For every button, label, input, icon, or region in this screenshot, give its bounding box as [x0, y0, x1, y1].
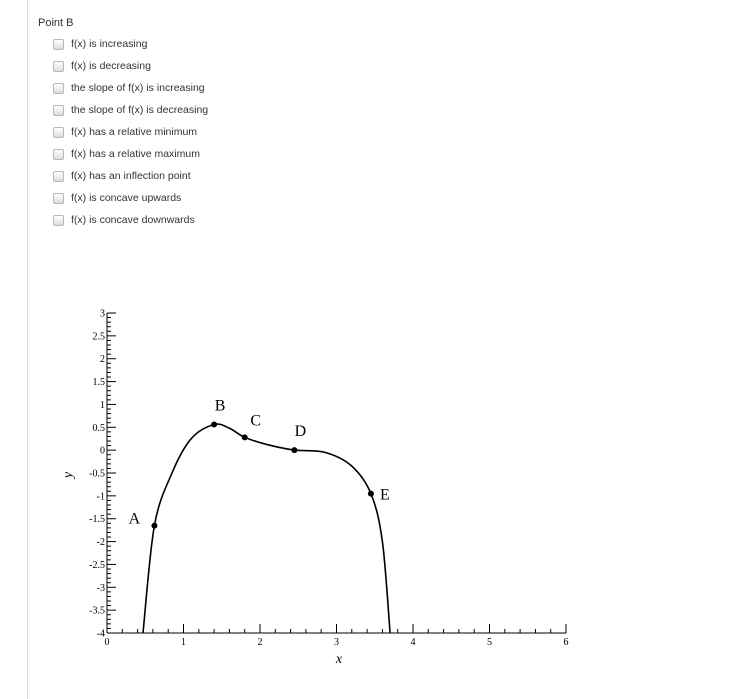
- y-tick-label: 3: [100, 308, 105, 320]
- y-tick-label: -2: [96, 537, 105, 549]
- option-label: f(x) is concave upwards: [71, 192, 182, 204]
- x-tick-label: 1: [181, 637, 186, 648]
- axes: [89, 309, 568, 649]
- x-axis-label: x: [335, 652, 343, 667]
- y-axis-label: y: [61, 471, 76, 479]
- point-c-label: C: [250, 412, 262, 430]
- point-a-marker: [151, 523, 157, 529]
- option-label: f(x) is decreasing: [71, 60, 151, 72]
- point-e-label: E: [380, 486, 390, 504]
- y-tick-label: -3: [96, 582, 105, 594]
- point-c-marker: [242, 434, 248, 440]
- y-tick-label: 0: [100, 445, 105, 457]
- y-tick-label: 1.5: [92, 377, 105, 389]
- x-tick-label: 2: [257, 637, 263, 648]
- option-label: the slope of f(x) is decreasing: [71, 104, 209, 116]
- option-label: f(x) has an inflection point: [71, 170, 191, 182]
- y-tick-label: -4: [96, 628, 105, 640]
- x-tick-label: 3: [334, 637, 339, 648]
- point-b-label: B: [214, 397, 226, 415]
- x-tick-label: 4: [410, 637, 416, 648]
- point-d-label: D: [294, 423, 307, 441]
- point-a-label: A: [128, 510, 141, 528]
- option-label: f(x) has a relative minimum: [71, 126, 198, 138]
- point-b-marker: [211, 422, 217, 428]
- x-tick-label: 0: [104, 637, 110, 648]
- x-tick-label: 5: [487, 637, 492, 648]
- y-tick-label: -3.5: [89, 605, 105, 617]
- y-tick-label: -2.5: [89, 559, 105, 571]
- y-tick-label: 1: [100, 399, 105, 411]
- y-tick-label: -0.5: [89, 468, 105, 480]
- point-d-marker: [291, 447, 297, 453]
- y-tick-label: 2: [100, 354, 105, 366]
- labeled-points: [129, 398, 390, 529]
- y-tick-label: 0.5: [92, 422, 105, 434]
- y-tick-label: -1.5: [89, 514, 105, 526]
- option-label: f(x) has a relative maximum: [71, 148, 200, 160]
- point-e-marker: [368, 491, 374, 497]
- question-title: Point B: [38, 17, 74, 29]
- y-tick-label: 2.5: [92, 331, 105, 343]
- function-curve: [143, 424, 390, 633]
- option-label: the slope of f(x) is increasing: [71, 82, 205, 94]
- y-tick-label: -1: [96, 491, 105, 503]
- option-label: f(x) is increasing: [71, 38, 148, 50]
- x-tick-label: 6: [563, 637, 569, 648]
- option-label: f(x) is concave downwards: [71, 214, 195, 226]
